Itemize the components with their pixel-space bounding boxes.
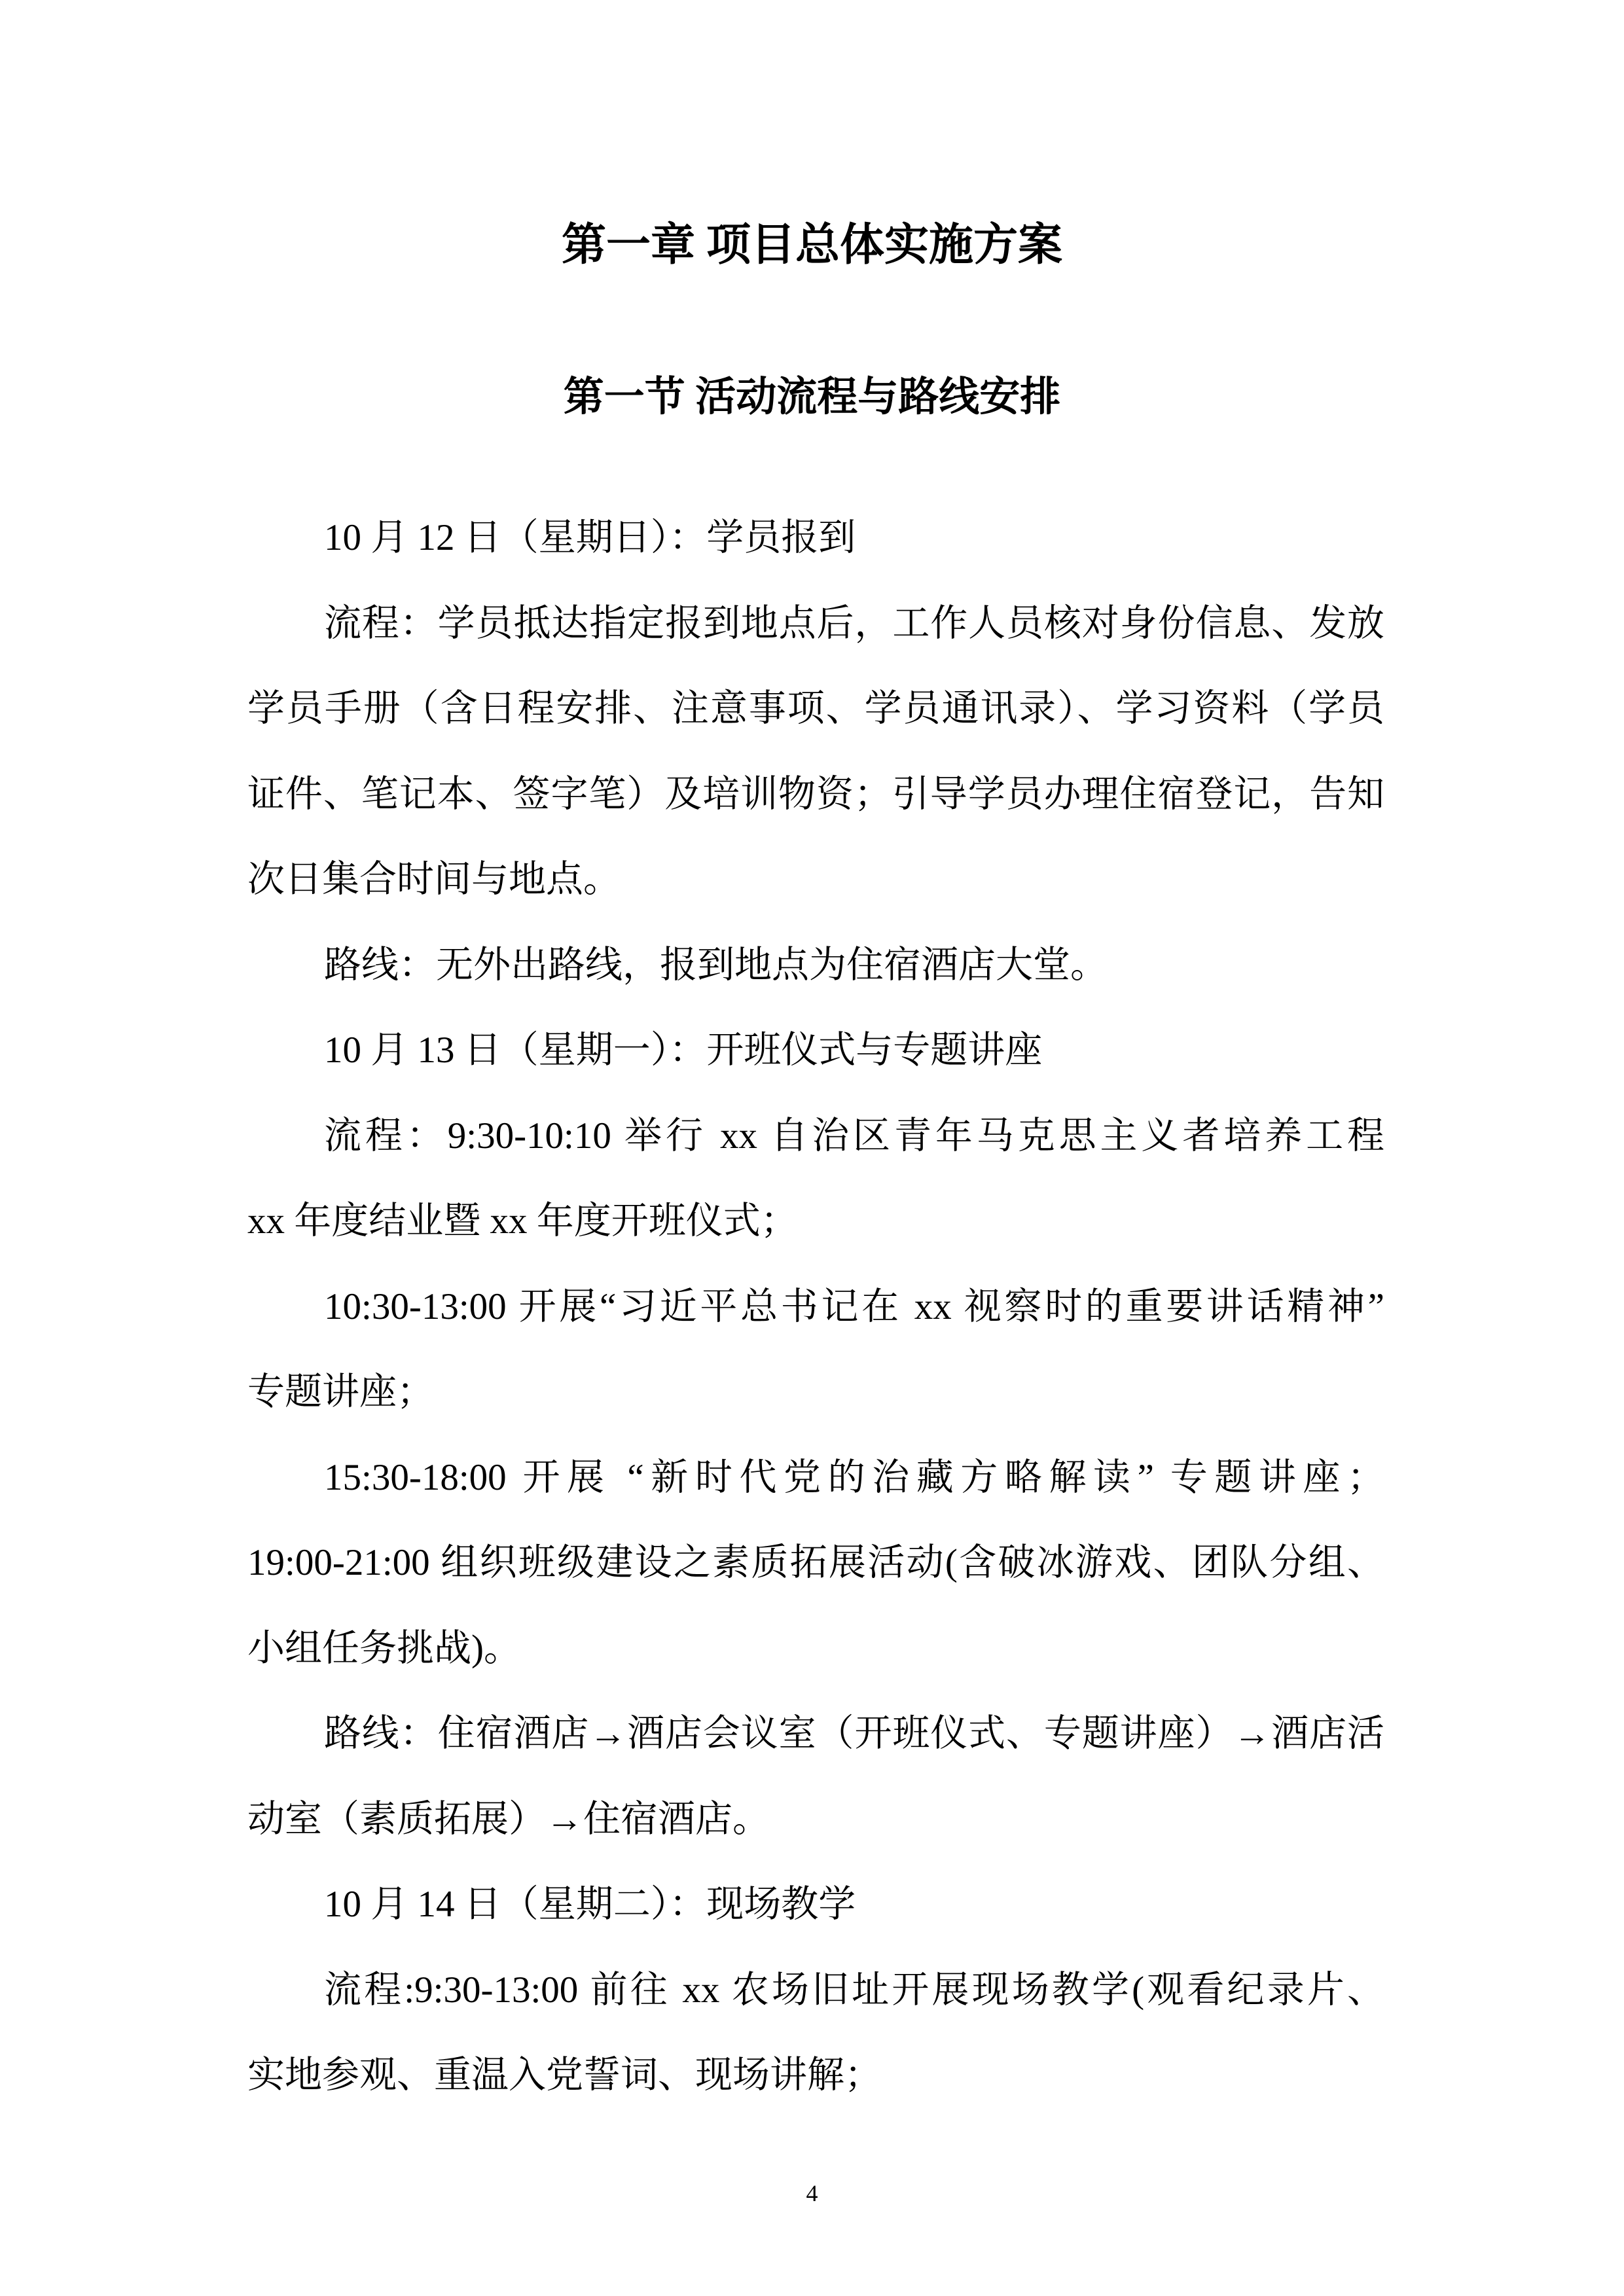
text-line: 学员手册（含日程安排、注意事项、学员通讯录）、学习资料（学员 bbox=[247, 688, 1384, 729]
section-title: 第一节 活动流程与路线安排 bbox=[563, 375, 1061, 420]
text-line: 10:30-13:00 开展“习近平总书记在 xx 视察时的重要讲话精神” bbox=[324, 1285, 1384, 1327]
text-line: 路线：无外出路线，报到地点为住宿酒店大堂。 bbox=[324, 944, 1108, 986]
text-line: 流程：学员抵达指定报到地点后，工作人员核对身份信息、发放 bbox=[324, 602, 1384, 644]
text-line: 证件、笔记本、签字笔）及培训物资；引导学员办理住宿登记，告知 bbox=[247, 773, 1384, 815]
text-line: 10 月 14 日（星期二）：现场教学 bbox=[324, 1884, 856, 1925]
text-line: 19:00-21:00 组织班级建设之素质拓展活动(含破冰游戏、团队分组、 bbox=[247, 1542, 1384, 1583]
text-line: xx 年度结业暨 xx 年度开班仪式； bbox=[247, 1200, 798, 1242]
text-line: 专题讲座； bbox=[247, 1371, 434, 1412]
text-line: 小组任务挑战)。 bbox=[247, 1627, 521, 1669]
text-line: 流程：9:30-10:10 举行 xx 自治区青年马克思主义者培养工程 bbox=[324, 1115, 1384, 1157]
text-line: 动室（素质拓展）→住宿酒店。 bbox=[247, 1798, 770, 1840]
page-number: 4 bbox=[806, 2180, 818, 2206]
text-line: 10 月 13 日（星期一）：开班仪式与专题讲座 bbox=[324, 1030, 1043, 1071]
text-line: 流程:9:30-13:00 前往 xx 农场旧址开展现场教学(观看纪录片、 bbox=[324, 1969, 1384, 2011]
text-line: 15:30-18:00 开展 “新时代党的治藏方略解读” 专题讲座； bbox=[324, 1456, 1384, 1498]
text-line: 实地参观、重温入党誓词、现场讲解； bbox=[247, 2054, 882, 2096]
text-line: 10 月 12 日（星期日）：学员报到 bbox=[324, 517, 856, 558]
chapter-title: 第一章 项目总体实施方案 bbox=[561, 220, 1062, 270]
text-line: 次日集合时间与地点。 bbox=[247, 859, 621, 900]
text-line: 路线：住宿酒店→酒店会议室（开班仪式、专题讲座）→酒店活 bbox=[324, 1713, 1384, 1754]
